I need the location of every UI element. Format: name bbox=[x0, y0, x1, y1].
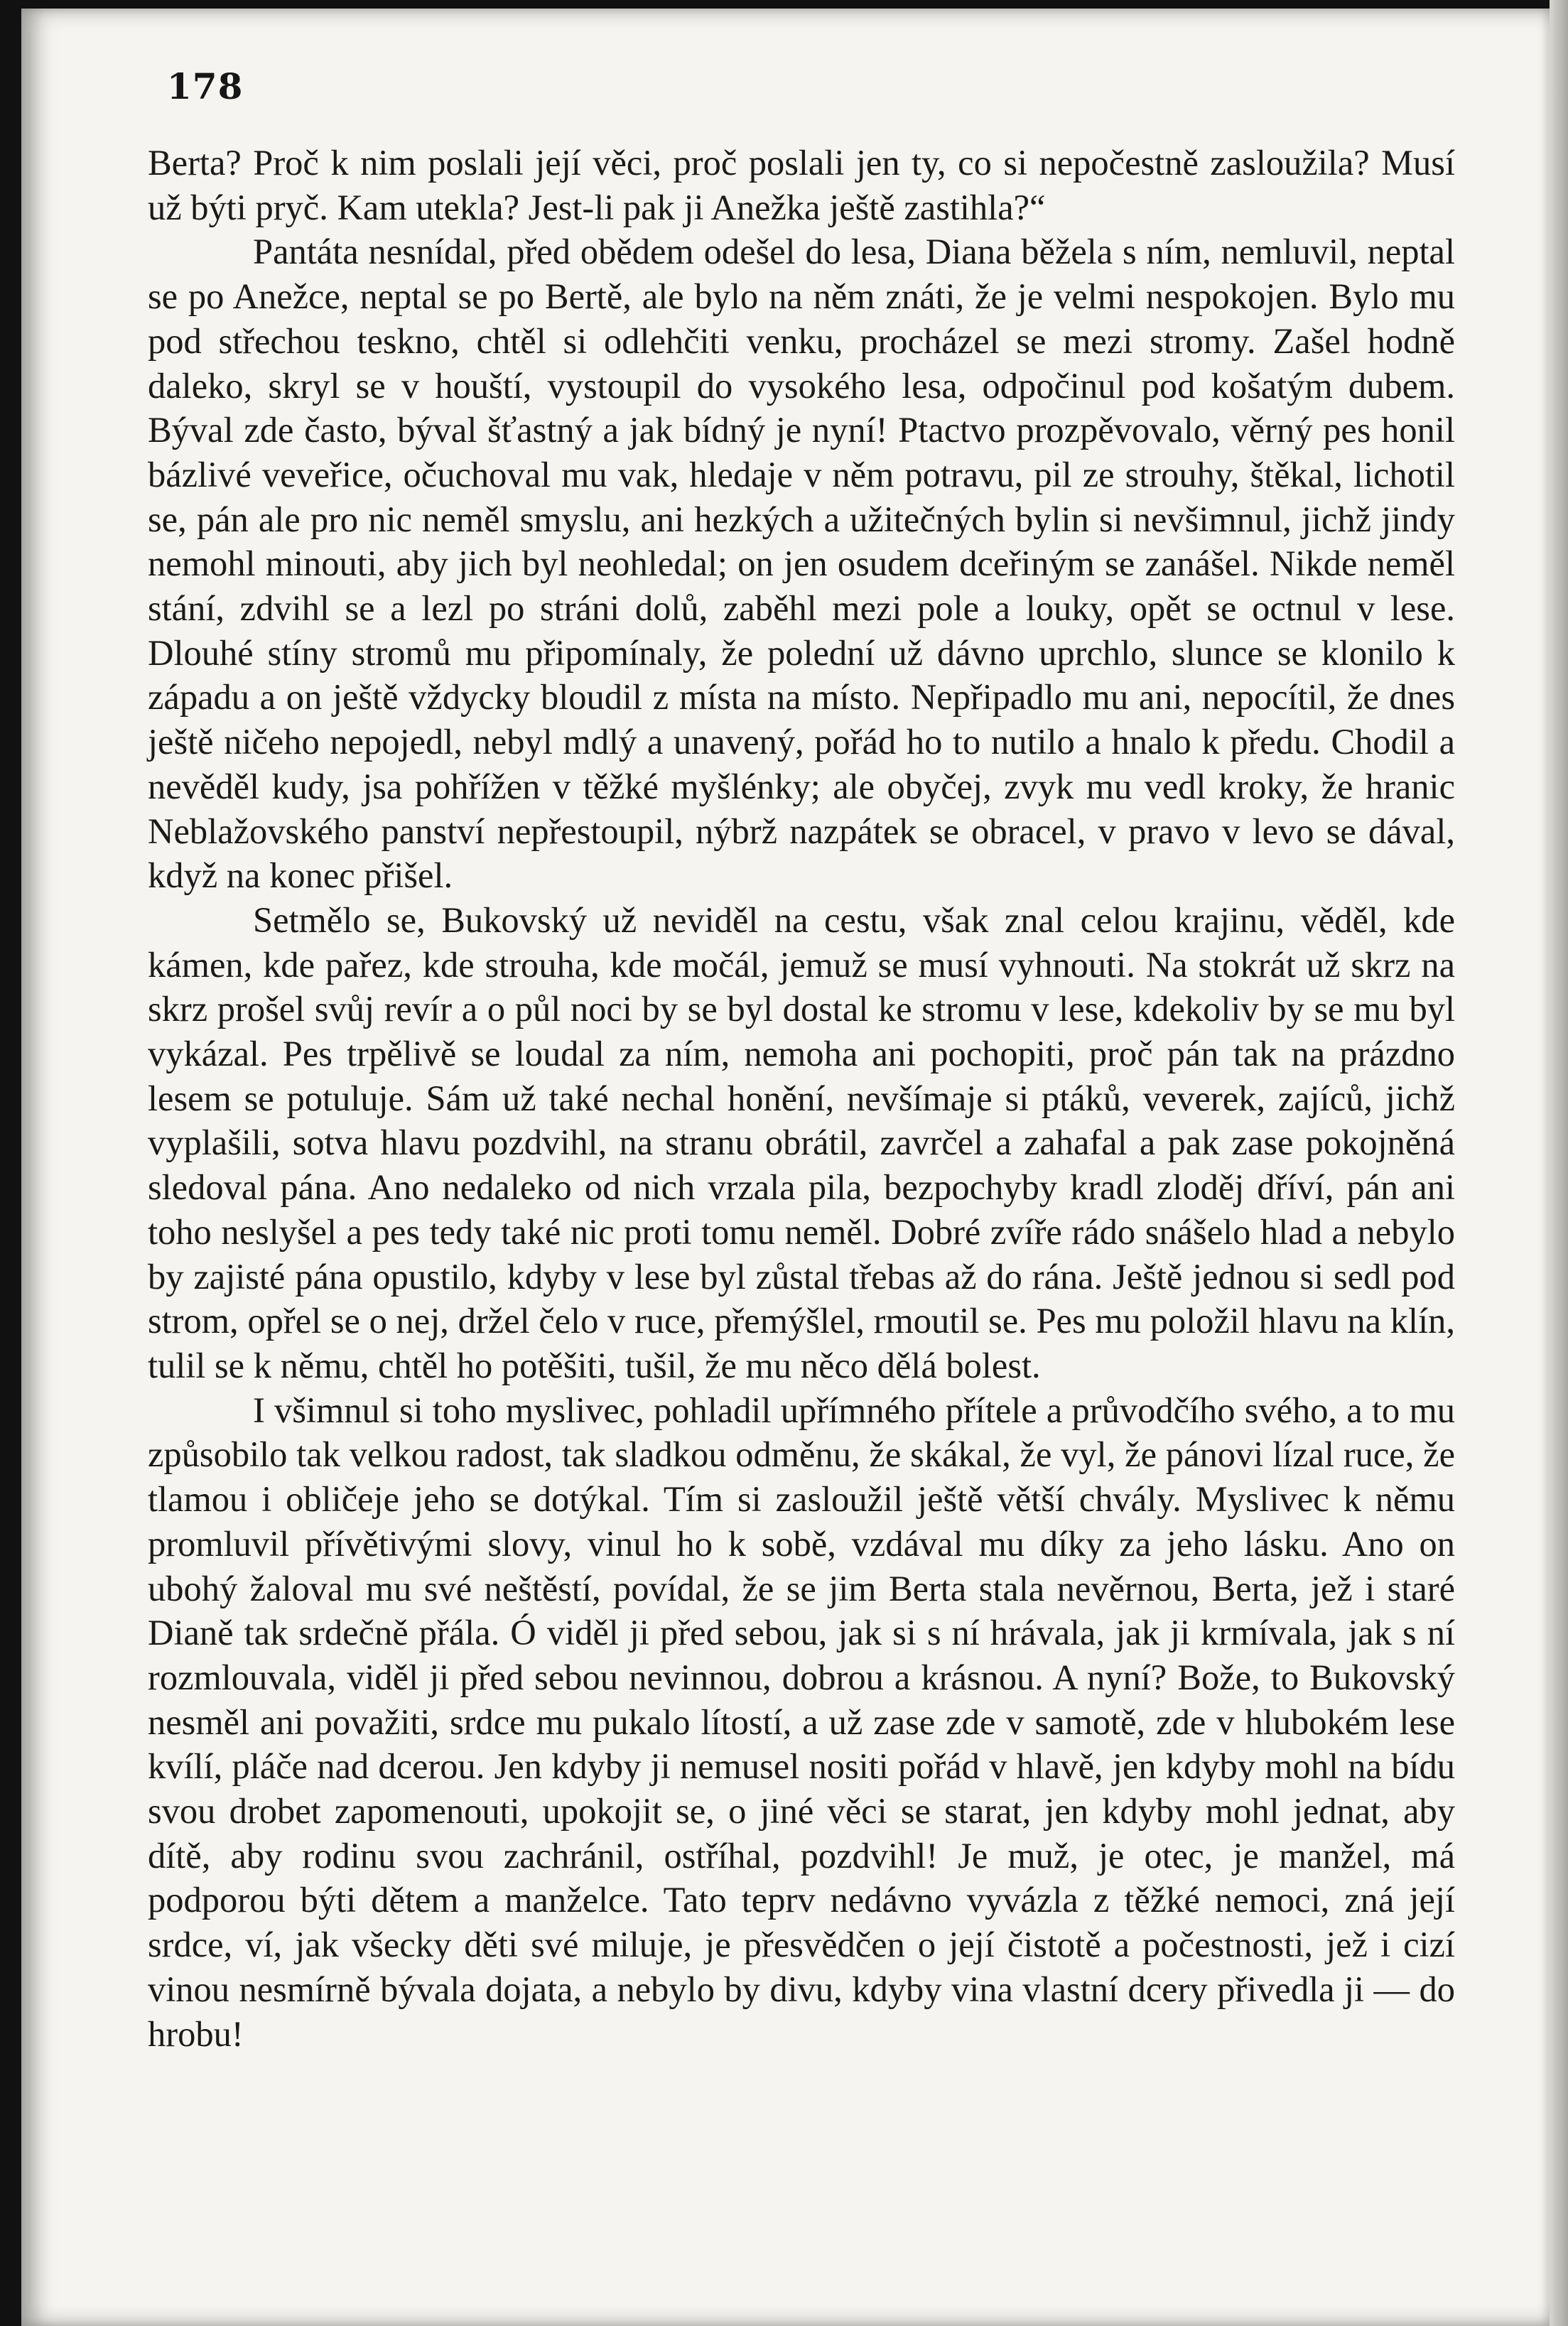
page-number: 178 bbox=[167, 65, 244, 107]
page-edge bbox=[1550, 0, 1568, 2326]
paragraph-4: I všimnul si toho myslivec, pohladil upřímného přítele a průvodčího svého, a to mu způsobilo tak velkou radost, tak sladkou odměnu, že skákal, že vyl, že pánovi lízal ruce, že tlamou i obličeje jeho se dotýkal. Tím si zasloužil ještě větší chvály. Myslivec k němu promluvil přívětivými slovy, vinul ho k sobě, vzdával mu díky za jeho lásku. Ano on ubohý žaloval mu své neštěstí, povídal, že se jim Berta stala nevěrnou, Berta, jež i staré Dianě tak srdečně přála. Ó viděl ji před sebou, jak si s ní hrávala, jak ji krmívala, jak s ní rozmlouvala, viděl ji před sebou nevinnou, dobrou a krásnou. A nyní? Bože, to Bukovský nesměl ani považiti, srdce mu pukalo lítostí, a už zase zde v samotě, zde v hlubokém lese kvílí, pláče nad dcerou. Jen kdyby ji nemusel nositi pořád v hlavě, jen kdyby mohl na bídu svou drobet zapomenouti, upokojit se, o jiné věci se starat, jen kdyby mohl jednat, aby dítě, aby rodinu svou zachránil, ostříhal, pozdvihl! Je muž, je otec, je manžel, má podporou býti dětem a manželce. Tato teprv nedávno vyvázla z těžké nemoci, zná její srdce, ví, jak všecky děti své miluje, je přesvědčen o její čistotě a počestnosti, jež i cizí vinou nesmírně bývala dojata, a nebylo by divu, kdyby vina vlastní dcery přivedla ji — do hrobu! bbox=[148, 1390, 1455, 2054]
body-text bbox=[148, 141, 1455, 2056]
paragraph-3: Setmělo se, Bukovský už neviděl na cestu, však znal celou krajinu, věděl, kde kámen, kde pařez, kde strouha, kde močál, jemuž se musí vyhnouti. Na stokrát už skrz na skrz prošel svůj revír a o půl noci by se byl dostal ke stromu v lese, kdekoliv by se mu byl vykázal. Pes trpělivě se loudal za ním, nemoha ani pochopiti, proč pán tak na prázdno lesem se potuluje. Sám už také nechal honění, nevšímaje si ptáků, veverek, zajíců, jichž vyplašili, sotva hlavu pozdvihl, na stranu obrátil, zavrčel a zahafal a pak zase pokojněná sledoval pána. Ano nedaleko od nich vrzala pila, bezpochyby kradl zloděj dříví, pán ani toho neslyšel a pes tedy také nic proti tomu neměl. Dobré zvíře rádo snášelo hlad a nebylo by zajisté pána opustilo, kdyby v lese byl zůstal třebas až do rána. Ještě jednou si sedl pod strom, opřel se o nej, držel čelo v ruce, přemýšlel, rmoutil se. Pes mu položil hlavu na klín, tulil se k němu, chtěl ho potěšiti, tušil, že mu něco dělá bolest. bbox=[148, 899, 1455, 1385]
paragraph-2: Pantáta nesnídal, před obědem odešel do lesa, Diana běžela s ním, nemluvil, neptal se po Anežce, neptal se po Bertě, ale bylo na něm znáti, že je velmi nespokojen. Bylo mu pod střechou teskno, chtěl si odlehčiti venku, procházel se mezi stromy. Zašel hodně daleko, skryl se v houští, vystoupil do vysokého lesa, odpočinul pod košatým dubem. Býval zde často, býval šťastný a jak bídný je nyní! Ptactvo prozpěvovalo, věrný pes honil bázlivé veveřice, očuchoval mu vak, hledaje v něm potravu, pil ze strouhy, štěkal, lichotil se, pán ale pro nic neměl smyslu, ani hezkých a užitečných bylin si nevšimnul, jichž jindy nemohl minouti, aby jich byl neohledal; on jen osudem dceřiným se zanášel. Nikde neměl stání, zdvihl se a lezl po stráni dolů, zaběhl mezi pole a louky, opět se octnul v lese. Dlouhé stíny stromů mu připomínaly, že polední už dávno uprchlo, slunce se klonilo k západu a on ještě vždycky bloudil z místa na místo. Nepřipadlo mu ani, nepocítil, že dnes ještě ničeho nepojedl, nebyl mdlý a unavený, pořád ho to nutilo a hnalo k předu. Chodil a nevěděl kudy, jsa pohřížen v těžké myšlénky; ale obyčej, zvyk mu vedl kroky, že hranic Neblažovského panství nepřestoupil, nýbrž nazpátek se obracel, v pravo v levo se dával, když na konec přišel. bbox=[148, 232, 1455, 896]
paragraph-1: Berta? Proč k nim poslali její věci, proč poslali jen ty, co si nepočestně zasloužila? Musí už býti pryč. Kam utekla? Jest-li pak ji Anežka ještě zastihla?“ bbox=[148, 143, 1455, 227]
